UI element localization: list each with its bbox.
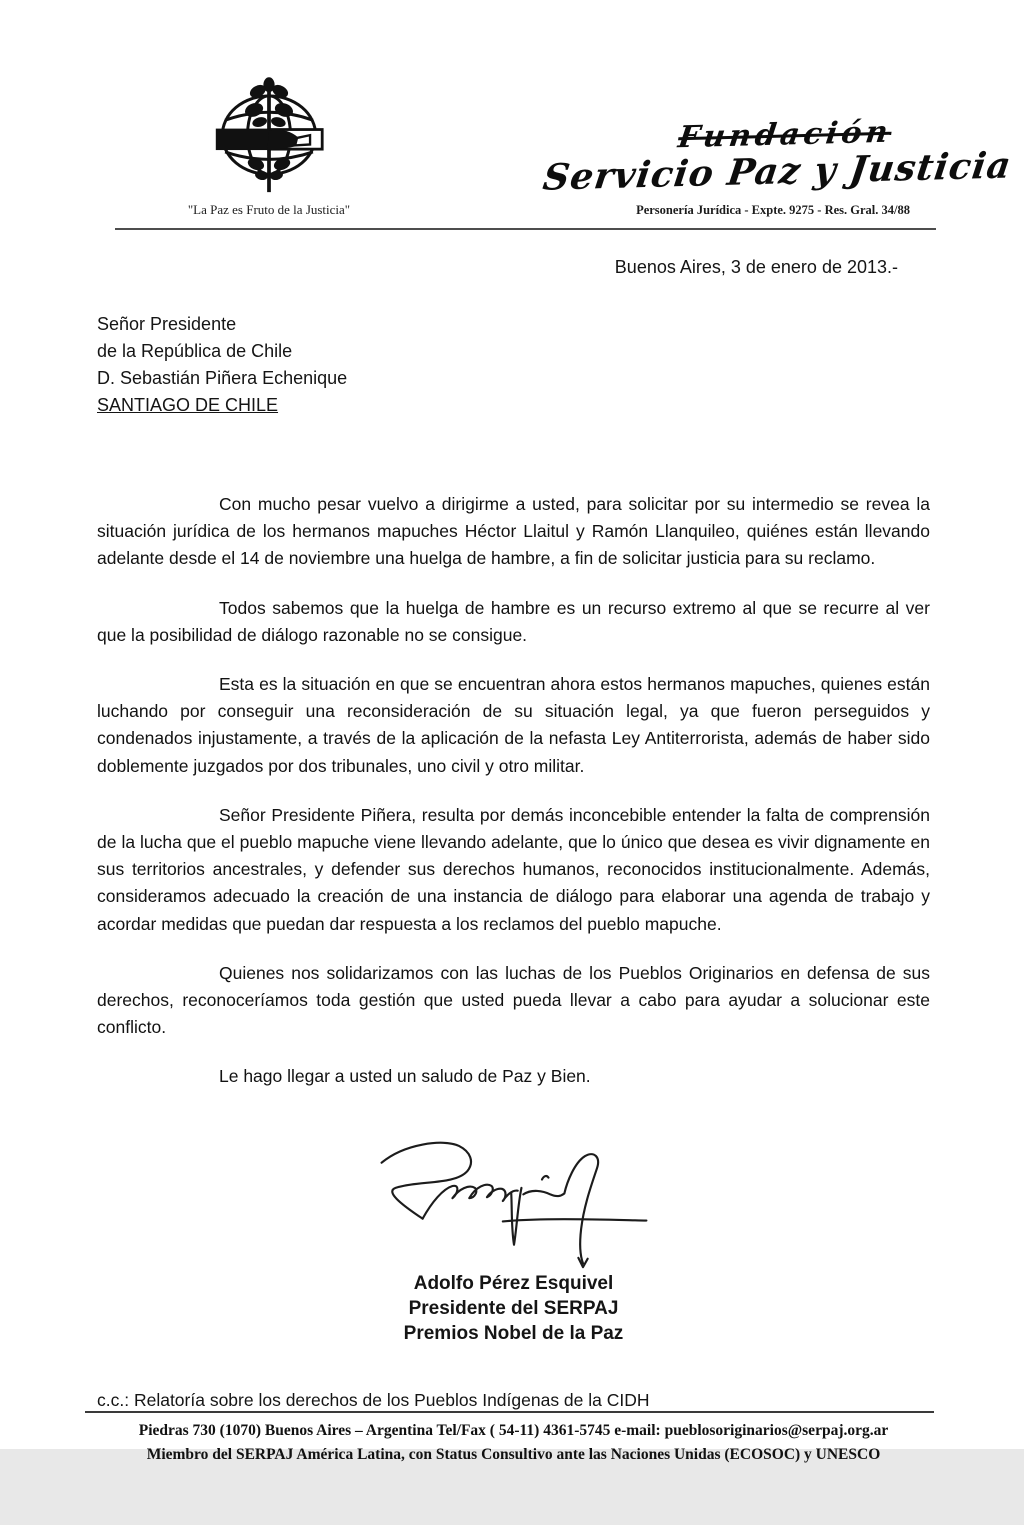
body-paragraph: Esta es la situación en que se encuentran ahora estos hermanos mapuches, quienes están luchando por conseguir una reconsideración de su situación legal, ya que fueron perseguidos y condenados injustamente, a través de la aplicación de la nefasta Ley Antiterrorista, además de haber sido doblemente juzgados por dos tribunales, uno civil y otro militar. [97,674,930,776]
body-paragraph: Le hago llegar a usted un saludo de Paz y Bien. [219,1066,591,1087]
signer-subtitle: Premios Nobel de la Paz [403,1322,624,1344]
emblem-motto: "La Paz es Fruto de la Justicia" [187,202,351,217]
recipient-line-2: de la República de Chile [97,341,293,361]
body-paragraph: Señor Presidente Piñera, resulta por demás inconcebible entender la falta de comprensión de la lucha que el pueblo mapuche viene llevando adelante, que lo único que desea es vivir dignamente en sus territorios ancestrales, y defender sus derechos humanos, reconocidos institucionalmente. Además, consideramos adecuado la creación de una instancia de diálogo para elaborar una agenda de trabajo y acordar medidas que puedan dar respuesta a los reclamos del pueblo mapuche. [97,804,930,934]
signer-block [97,1271,930,1346]
handwritten-signature [97,1131,930,1269]
footer-divider [85,1411,934,1413]
recipient-line-1: Señor Presidente [97,314,237,334]
letter-body [97,469,930,1091]
serpaj-script-wordmark [540,114,1015,199]
body-paragraph: Todos sabemos que la huelga de hambre es un recurso extremo al que se recurre al ver que la posibilidad de diálogo razonable no se consigue. [97,597,930,645]
legal-registration-caption: Personería Jurídica - Expte. 9275 - Res. Gral. 34/88 [636,203,910,217]
signer-title: Presidente del SERPAJ [408,1297,619,1319]
letterhead-divider [115,228,936,230]
recipient-line-3: D. Sebastián Piñera Echenique [97,368,348,388]
date-line: Buenos Aires, 3 de enero de 2013.- [614,257,898,277]
recipient-block [97,311,930,419]
footer-membership-line: Miembro del SERPAJ América Latina, con Status Consultivo ante las Naciones Unidas (ECOSOC) y UNESCO [146,1445,881,1463]
serpaj-wordmark-block [540,114,1015,218]
page-footer [97,1411,930,1525]
signature-area [97,1131,930,1346]
wordmark-servicio-paz-justicia: Servicio Paz y Justicia [540,144,1015,199]
footer-address-line: Piedras 730 (1070) Buenos Aires – Argentina Tel/Fax ( 54-11) 4361-5745 e-mail: pueblosoriginarios@serpaj.org.ar [138,1421,889,1439]
letterhead [97,76,1015,218]
signer-name: Adolfo Pérez Esquivel [413,1272,614,1294]
recipient-city: SANTIAGO DE CHILE [97,395,279,415]
serpaj-emblem-block [179,76,359,218]
body-paragraph: Quienes nos solidarizamos con las luchas de los Pueblos Originarios en defensa de sus derechos, reconoceríamos toda gestión que usted pueda llevar a cabo para ayudar a solucionar este conflicto. [97,962,930,1038]
body-paragraph: Con mucho pesar vuelvo a dirigirme a usted, para solicitar por su intermedio se revea la situación jurídica de los hermanos mapuches Héctor Llaitul y Ramón Llanquileo, quiénes están llevando adelante desde el 14 de noviembre una huelga de hambre, a fin de solicitar justicia para su reclamo. [97,494,930,569]
cc-line: c.c.: Relatoría sobre los derechos de los Pueblos Indígenas de la CIDH [97,1389,650,1410]
wordmark-fundacion: Fundación [676,114,894,156]
globe-handshake-plant-icon [179,76,359,198]
